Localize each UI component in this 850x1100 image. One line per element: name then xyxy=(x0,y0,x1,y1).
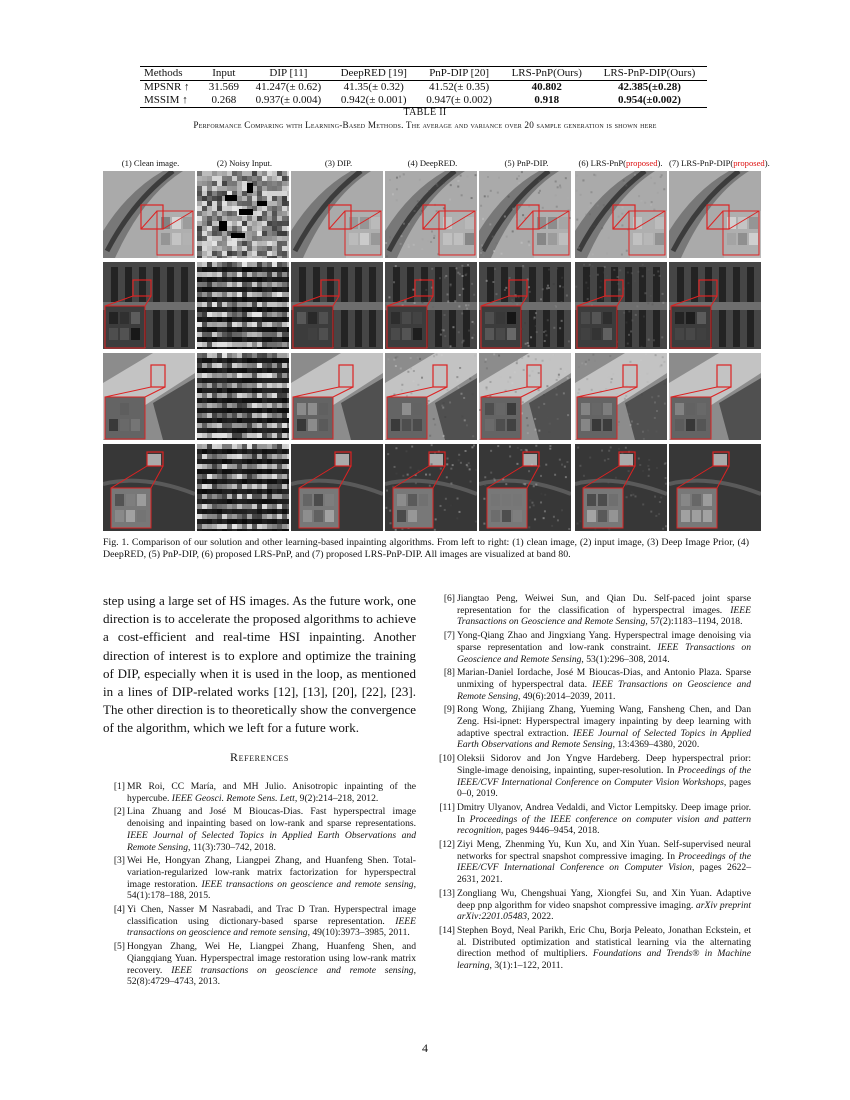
table-cell: 0.268 xyxy=(211,94,237,106)
figure-panel xyxy=(291,262,383,349)
hyperspectral-band-image xyxy=(291,444,383,531)
figure-panel xyxy=(575,171,667,258)
figure-panel xyxy=(197,262,289,349)
reference-number: [13] xyxy=(439,887,455,899)
table-cell: 41.247(± 0.62) xyxy=(255,81,322,93)
reference-text: Marian-Daniel Iordache, José M Bioucas-Dias, and Antonio Plaza. Sparse unmixing of hyperspectral data. IEEE Transactions on Geoscience and Remote Sensing, 49(6):2014–2039, 2011. xyxy=(457,667,751,702)
reference-number: [7] xyxy=(443,630,455,642)
figure-panel xyxy=(669,171,761,258)
reference-item xyxy=(433,704,751,751)
reference-item xyxy=(103,904,416,939)
hyperspectral-band-image xyxy=(291,353,383,440)
header-methods: Methods xyxy=(144,67,183,79)
header-pnp-dip: PnP-DIP [20] xyxy=(429,67,489,79)
table-cell: 0.918 xyxy=(534,94,560,106)
reference-item xyxy=(433,630,751,665)
hyperspectral-band-image xyxy=(479,444,571,531)
table-header-row xyxy=(140,67,707,81)
table-cell: MSSIM ↑ xyxy=(144,94,188,106)
reference-text: Lina Zhuang and José M Bioucas-Dias. Fast hyperspectral image denoising and inpainting based on low-rank and sparse representations. IEEE Journal of Selected Topics in Applied Earth Observations and Remote Sensing, 11(3):730–742, 2018. xyxy=(127,806,416,853)
hyperspectral-band-image xyxy=(103,444,195,531)
table-cell: 41.35(± 0.32) xyxy=(343,81,404,93)
table-cell: 40.802 xyxy=(531,81,562,93)
reference-item xyxy=(433,802,751,837)
reference-item xyxy=(103,806,416,853)
figure-panel xyxy=(385,262,477,349)
reference-number: [6] xyxy=(443,593,455,604)
figure-panel xyxy=(385,353,477,440)
references-heading: References xyxy=(230,750,289,764)
figure-panel xyxy=(103,262,195,349)
figure-caption: Fig. 1. Comparison of our solution and other learning-based inpainting algorithms. From left to right: (1) clean image, (2) input image, (3) Deep Image Prior, (4) DeepRED, (5) PnP-DIP, (6) proposed LRS-PnP, and (7) proposed LRS-PnP-DIP. All images are visualized at band 80. xyxy=(103,537,749,560)
page-number: 4 xyxy=(422,1041,428,1055)
hyperspectral-band-image xyxy=(575,171,667,258)
reference-number: [2] xyxy=(113,806,125,818)
reference-number: [1] xyxy=(113,781,125,792)
column-label-deepred: (4) DeepRED. xyxy=(407,158,458,168)
header-lrs-pnp-dip: LRS-PnP-DIP(Ours) xyxy=(603,67,696,79)
reference-item xyxy=(433,925,751,972)
reference-number: [14] xyxy=(439,924,455,936)
column-label-lrs-pnp: (6) LRS-PnP(proposed). xyxy=(578,158,663,168)
reference-number: [5] xyxy=(113,941,125,953)
figure-panel xyxy=(479,444,571,531)
table-row xyxy=(140,81,707,95)
reference-text: Ziyi Meng, Zhenming Yu, Kun Xu, and Xin Yuan. Self-supervised neural networks for spectral snapshot compressive imaging. In Proceedings of the IEEE/CVF International Conference on Computer Vision, pages 2622–2631, 2021. xyxy=(457,839,752,886)
header-lrs-pnp: LRS-PnP(Ours) xyxy=(511,67,582,79)
figure-panel xyxy=(669,444,761,531)
reference-text: Zongliang Wu, Chengshuai Yang, Xiongfei Su, and Xin Yuan. Adaptive deep pnp algorithm for video snapshot compressive imaging. arXiv preprint arXiv:2201.05483, 2022. xyxy=(457,887,751,923)
hyperspectral-band-image xyxy=(669,262,761,349)
hyperspectral-band-image xyxy=(575,262,667,349)
figure-panel xyxy=(385,444,477,531)
column-label-noisy: (2) Noisy Input. xyxy=(216,158,273,168)
reference-text: Yi Chen, Nasser M Nasrabadi, and Trac D Tran. Hyperspectral image classification using dictionary-based sparse representation. IEEE transactions on geoscience and remote sensing, 49(10):3973–3985, 2011. xyxy=(127,904,416,939)
figure-panel xyxy=(575,353,667,440)
hyperspectral-band-image xyxy=(197,171,289,258)
table-caption: Performance Comparing with Learning-Based Methods. The average and variance over 20 sample generation is shown here xyxy=(193,120,657,130)
reference-number: [4] xyxy=(113,904,125,916)
hyperspectral-band-image xyxy=(197,444,289,531)
hyperspectral-band-image xyxy=(669,171,761,258)
figure-panel xyxy=(479,353,571,440)
reference-text: Wei He, Hongyan Zhang, Liangpei Zhang, and Huanfeng Shen. Total-variation-regularized low-rank matrix factorization for hyperspectral image restoration. IEEE transactions on geoscience and remote sensing, 54(1):178–188, 2015. xyxy=(127,855,416,902)
reference-item xyxy=(103,781,416,804)
reference-number: [9] xyxy=(443,704,455,716)
figure-column-labels xyxy=(103,158,770,170)
figure-panel xyxy=(479,262,571,349)
reference-number: [12] xyxy=(439,839,455,851)
figure-panel xyxy=(197,353,289,440)
hyperspectral-band-image xyxy=(479,353,571,440)
column-label-lrs-pnp-dip: (7) LRS-PnP-DIP(proposed). xyxy=(669,158,770,168)
table-cell: 42.385(±0.28) xyxy=(618,81,681,93)
figure-panel xyxy=(103,444,195,531)
figure-panel xyxy=(197,444,289,531)
header-deepred: DeepRED [19] xyxy=(340,67,407,79)
hyperspectral-band-image xyxy=(385,171,477,258)
reference-item xyxy=(433,888,751,923)
reference-text: Stephen Boyd, Neal Parikh, Eric Chu, Borja Peleato, Jonathan Eckstein, et al. Distributed optimization and statistical learning via the alternating direction method of multipliers. Foundations and Trends® in Machine learning, 3(1):1–122, 2011. xyxy=(457,924,751,972)
figure-panel xyxy=(575,262,667,349)
table-cell: 0.947(± 0.002) xyxy=(426,94,492,106)
hyperspectral-band-image xyxy=(385,262,477,349)
reference-item xyxy=(433,753,751,800)
table-cell: 0.954(±0.002) xyxy=(618,94,681,106)
reference-text: Dmitry Ulyanov, Andrea Vedaldi, and Victor Lempitsky. Deep image prior. In Proceedings of the IEEE conference on computer vision and pattern recognition, pages 9446–9454, 2018. xyxy=(457,801,752,837)
figure-panel xyxy=(291,444,383,531)
reference-number: [8] xyxy=(443,667,455,679)
table-row xyxy=(140,94,707,108)
hyperspectral-band-image xyxy=(575,444,667,531)
hyperspectral-band-image xyxy=(103,171,195,258)
references-list-right xyxy=(433,593,751,974)
reference-text: Jiangtao Peng, Weiwei Sun, and Qian Du. Self-paced joint sparse representation for the classification of hyperspectral images. IEEE Transactions on Geoscience and Remote Sensing, 57(2):1183–1194, 2018. xyxy=(457,593,751,628)
column-label-dip: (3) DIP. xyxy=(324,158,353,168)
hyperspectral-band-image xyxy=(669,353,761,440)
performance-table xyxy=(140,66,707,108)
figure-panel xyxy=(197,171,289,258)
reference-item xyxy=(433,667,751,702)
reference-number: [11] xyxy=(439,801,455,813)
column-label-clean: (1) Clean image. xyxy=(121,158,180,168)
reference-number: [3] xyxy=(113,855,125,867)
hyperspectral-band-image xyxy=(103,353,195,440)
hyperspectral-band-image xyxy=(197,353,289,440)
reference-item xyxy=(103,941,416,988)
figure-panel xyxy=(575,444,667,531)
figure-panel xyxy=(479,171,571,258)
header-input: Input xyxy=(212,67,236,79)
table-cell: 0.942(± 0.001) xyxy=(340,94,407,106)
column-label-pnp-dip: (5) PnP-DIP. xyxy=(504,158,549,168)
table-cell: 41.52(± 0.35) xyxy=(429,81,490,93)
hyperspectral-band-image xyxy=(291,262,383,349)
hyperspectral-band-image xyxy=(479,171,571,258)
hyperspectral-band-image xyxy=(291,171,383,258)
reference-item xyxy=(103,855,416,902)
reference-text: Oleksii Sidorov and Jon Yngve Hardeberg. Deep hyperspectral prior: Single-image denoising, inpainting, super-resolution. In Proceedings of the IEEE/CVF International Conference on Computer Vision Workshops, pages 0–0, 2019. xyxy=(457,753,751,800)
reference-text: MR Roi, CC María, and MH Julio. Anisotropic inpainting of the hypercube. IEEE Geosci. Remote Sens. Lett, 9(2):214–218, 2012. xyxy=(127,781,416,804)
inpainting-comparison-figure xyxy=(103,171,764,531)
hyperspectral-band-image xyxy=(385,444,477,531)
header-dip: DIP [11] xyxy=(269,67,308,79)
figure-panel xyxy=(291,171,383,258)
hyperspectral-band-image xyxy=(575,353,667,440)
hyperspectral-band-image xyxy=(197,262,289,349)
figure-panel xyxy=(669,353,761,440)
table-number: TABLE II xyxy=(403,107,447,118)
reference-text: Hongyan Zhang, Wei He, Liangpei Zhang, Huanfeng Shen, and Qiangqiang Yuan. Hyperspectral image restoration using low-rank matrix recovery. IEEE transactions on geoscience and remote sensing, 52(8):4729–4743, 2013. xyxy=(127,941,416,988)
reference-item xyxy=(433,593,751,628)
figure-panel xyxy=(669,262,761,349)
figure-panel xyxy=(291,353,383,440)
hyperspectral-band-image xyxy=(669,444,761,531)
figure-panel xyxy=(103,171,195,258)
table-cell: MPSNR ↑ xyxy=(144,81,190,93)
hyperspectral-band-image xyxy=(385,353,477,440)
conclusion-paragraph: step using a large set of HS images. As the future work, one direction is to accelerate the proposed algorithms to achieve a cost-efficient and real-time HSI inpainting. Another direction of interest is to explore and optimize the training of DIP, especially when it is used in the loop, as mentioned in a lines of DIP-related works [12], [13], [20], [22], [23]. The other direction is to theoretically show the convergence of the algorithm, which we left for a future work. xyxy=(103,593,416,736)
reference-text: Yong-Qiang Zhao and Jingxiang Yang. Hyperspectral image denoising via sparse representation and low-rank constraint. IEEE Transactions on Geoscience and Remote Sensing, 53(1):296–308, 2014. xyxy=(457,630,751,665)
figure-panel xyxy=(385,171,477,258)
hyperspectral-band-image xyxy=(479,262,571,349)
references-list-left xyxy=(103,781,416,990)
figure-panel xyxy=(103,353,195,440)
reference-number: [10] xyxy=(439,753,455,765)
reference-text: Rong Wong, Zhijiang Zhang, Yueming Wang, Fansheng Chen, and Dan Zeng. Hsi-ipnet: Hyperspectral imagery inpainting by deep learning with adaptive spectral extraction. IEEE Journal of Selected Topics in Applied Earth Observations and Remote Sensing, 13:4369–4380, 2020. xyxy=(457,704,752,751)
table-cell: 0.937(± 0.004) xyxy=(255,94,322,106)
reference-item xyxy=(433,839,751,886)
table-cell: 31.569 xyxy=(208,81,239,93)
hyperspectral-band-image xyxy=(103,262,195,349)
